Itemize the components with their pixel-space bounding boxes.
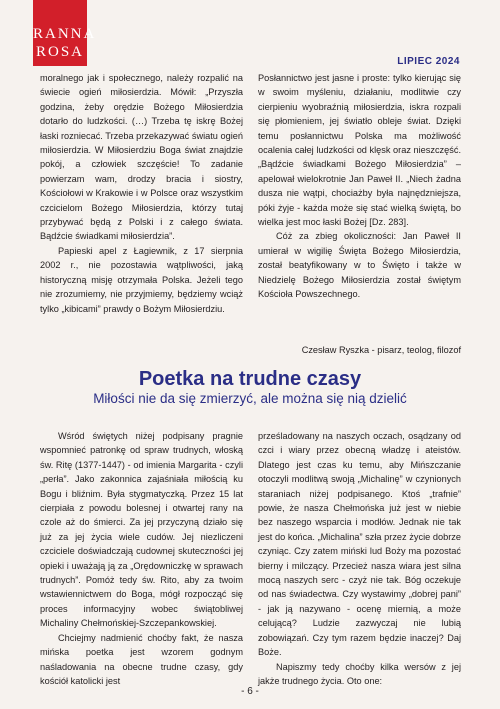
article-subtitle: Miłości nie da się zmierzyć, ale można się nią dzielić: [93, 391, 407, 406]
paragraph: Papieski apel z Łagiewnik, z 17 sierpnia 2002 r., nie pozostawia wątpliwości, jaką historyczną misję otrzymała Polska. Jeżeli tego nie zrozumiemy, nie przyjmiemy, będziemy wciąż tylko „kibicami” prawdy o Bożym Miłosierdziu.: [40, 245, 243, 314]
logo-text-rosa: ROSA: [35, 44, 84, 60]
page-number: - 6 -: [241, 686, 259, 697]
paragraph: Cóż za zbieg okoliczności: Jan Paweł II umierał w wigilię Święta Bożego Miłosierdzia, został beatyfikowany w to Święto i także w Niedzielę Bożego Miłosierdzia został świętym Kościoła Powszechnego.: [258, 231, 461, 300]
paragraph: Napiszmy tedy choćby kilka wersów z jej jakże trudnego życia. Oto one:: [258, 661, 461, 686]
paragraph: Posłannictwo jest jasne i proste: tylko kierując się w swoim myśleniu, działaniu, modlitwie czy cierpieniu wyobraźnią miłosierdzia, iskra rozpali się płomieniem, jej światło obleje świat. Dzięki temu posłannictwu Polska ma możliwość ocalenia całej ludzkości od klęsk oraz nieszczęść. „Bądźcie świadkami Bożego Miłosierdzia” – apelował wielokrotnie Jan Paweł II. „Niech żadna dusza nie wątpi, chociażby była najnędzniejsza, póki żyje - każda może się stać wielką świętą, bo wielka jest moc łaski Bożej [Dz. 283].: [258, 73, 461, 228]
issue-date: LIPIEC 2024: [397, 56, 460, 67]
article-left-column: [40, 429, 243, 688]
magazine-logo: [33, 0, 97, 66]
paragraph: Chciejmy nadmienić choćby fakt, że nasza mińska poetka jest wzorem godnym naśladowania na obecne trudne czasy, gdy kościół katolicki jest: [40, 632, 243, 686]
paragraph: prześladowany na naszych oczach, osądzany od czci i wiary przez obecną władzę i ateistów. Dlatego jest czas ku temu, aby Mińszczanie otoczyli modlitwą swoją „Michalinę” w czynionych staraniach niżej podpisanego. Ktoś „trafnie” powie, że nasza Chełmońska już jest w niebie bez naszego wsparcia i modłów. Jednak nie tak jest do końca. „Michalina” szła przez życie dobrze czyniąc. Czy zatem miński lud Boży ma pozostać bierny i milczący. Przecież nasza wiara jest silna mocą naszych serc - czyż nie tak. Bóg oczekuje od nas świadectwa. Czy wystawimy „dobrej pani” - jak ją nazywano - ocenę miernią, a może celującą? Ludzie zazwyczaj nie lubią zobowiązań. Czy tym razem będzie inaczej? Daj Boże.: [258, 431, 461, 658]
paragraph: Wśród świętych niżej podpisany pragnie wspomnieć patronkę od spraw trudnych, włoską św. Ritę (1377-1447) - od imienia Margarita - czyli „perła”. Jako zakonnica zajaśniała miłością ku Bogu i bliźnim. Była stygmatyczką. Przez 15 lat cierpiała z powodu bolesnej i otwartej rany na czole aż do śmierci. Za jej przyczyną działo się już za jej życia wiele cudów. Jej niezliczeni czciciele doświadczają cudownej skuteczności jej opieki i uważają ją za „Orędowniczkę w sprawach trudnych”. Pomóż tedy św. Rito, aby za twoim wstawiennictwem do Boga, mógł rozpocząć się proces informacyjny wobec świątobliwej Michaliny Chełmońskiej-Szczepankowskiej.: [40, 431, 243, 629]
top-article-left-column: [40, 71, 243, 316]
article-title: Poetka na trudne czasy: [138, 368, 362, 390]
author-signature: Czesław Ryszka - pisarz, teolog, filozof: [301, 345, 461, 355]
logo-text-ranna: RANNA: [33, 26, 97, 42]
article-right-column: [258, 429, 461, 688]
top-article-right-column: [258, 71, 461, 302]
paragraph: moralnego jak i społecznego, należy rozpalić na świecie ogień miłosierdzia. Mówił: „Przyszła godzina, żeby orędzie Bożego Miłosierdzia dotarło do ludzkości. (…) Trzeba tę iskrę Bożej łaski rozniecać. Trzeba przekazywać światu ogień miłosierdzia. W Miłosierdziu Boga świat znajdzie pokój, a człowiek szczęście! To zadanie powierzam wam, drodzy bracia i siostry, Kościołowi w Krakowie i w Polsce oraz wszystkim czcicielom Bożego Miłosierdzia, którzy tutaj przybywać będą z Polski i z całego świata. Bądźcie świadkami miłosierdzia”.: [40, 73, 243, 242]
